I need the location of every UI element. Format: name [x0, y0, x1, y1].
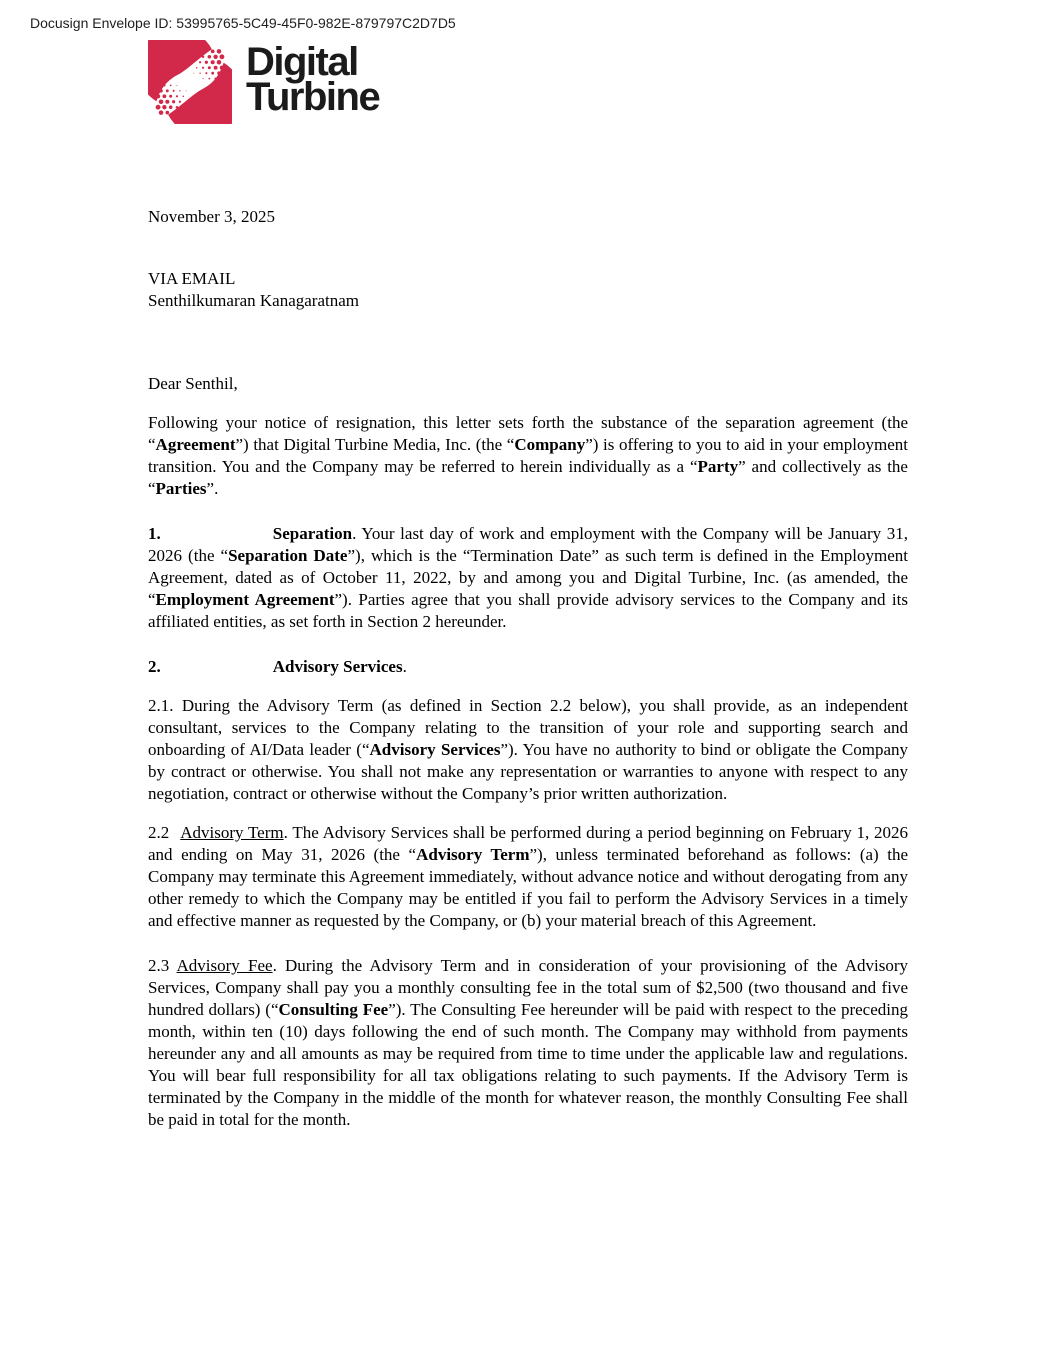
letter-body	[148, 40, 908, 1131]
section-2-2-advisory-term: 2.2 Advisory Term. The Advisory Services shall be performed during a period beginning on February 1, 2026 and ending on May 31, 2026 (the “Advisory Term”), unless terminated beforehand as follows: (a) the Company may terminate this Agreement immediately, without advance notice and without derogating from any other remedy to which the Company may be entitled if you fail to perform the Advisory Services in a timely and effective manner as requested by the Company, or (b) your material breach of this Agreement.	[148, 823, 909, 930]
paragraph-intro: Following your notice of resignation, this letter sets forth the substance of the separation agreement (the “Agreement”) that Digital Turbine Media, Inc. (the “Company”) is offering to you to aid in your employment transition. You and the Company may be referred to herein individually as a “Party” and collectively as the “Parties”.	[148, 413, 908, 498]
wordmark-line-2: Turbine	[246, 75, 380, 119]
delivery-method: VIA EMAIL	[148, 269, 236, 288]
salutation: Dear Senthil,	[148, 374, 238, 393]
letter-date: November 3, 2025	[148, 207, 276, 226]
wordmark-line-1: Digital	[246, 40, 358, 84]
digital-turbine-logo	[148, 40, 908, 124]
section-2-1-advisory-services: 2.1. During the Advisory Term (as defined in Section 2.2 below), you shall provide, as an independent consultant, services to the Company relating to the transition of your role and supporting search and onboarding of AI/Data leader (“Advisory Services”). You have no authority to bind or obligate the Company by contract or otherwise. You shall not make any representation or warranties to anyone with respect to any negotiation, contract or otherwise without the Company’s prior written authorization.	[148, 696, 908, 803]
digital-turbine-wordmark	[246, 40, 380, 119]
recipient-name: Senthilkumaran Kanagaratnam	[148, 291, 360, 310]
section-2-3-advisory-fee: 2.3 Advisory Fee. During the Advisory Term and in consideration of your provisioning of the Advisory Services, Company shall pay you a monthly consulting fee in the total sum of $2,500 (two thousand and five hundred dollars) (“Consulting Fee”). The Consulting Fee hereunder will be paid with respect to the preceding month, within ten (10) days following the end of such month. The Company may withhold from payments hereunder any and all amounts as may be required from time to time under the applicable law and regulations. You will bear full responsibility for all tax obligations relating to such payments. If the Advisory Term is terminated by the Company in the middle of the month for whatever reason, the monthly Consulting Fee shall be paid in total for the month.	[148, 956, 909, 1129]
section-1-separation: 1. Separation. Your last day of work and employment with the Company will be January 31, 2026 (the “Separation Date”), which is the “Termination Date” as such term is defined in the Employment Agreement, dated as of October 11, 2022, by and among you and Digital Turbine, Inc. (as amended, the “Employment Agreement”). Parties agree that you shall provide advisory services to the Company and its affiliated entities, as set forth in Section 2 hereunder.	[148, 524, 908, 631]
docusign-envelope-id: Docusign Envelope ID: 53995765-5C49-45F0-982E-879797C2D7D5	[30, 15, 456, 31]
digital-turbine-logo-icon	[148, 40, 232, 124]
section-2-heading: 2. Advisory Services.	[148, 657, 407, 676]
